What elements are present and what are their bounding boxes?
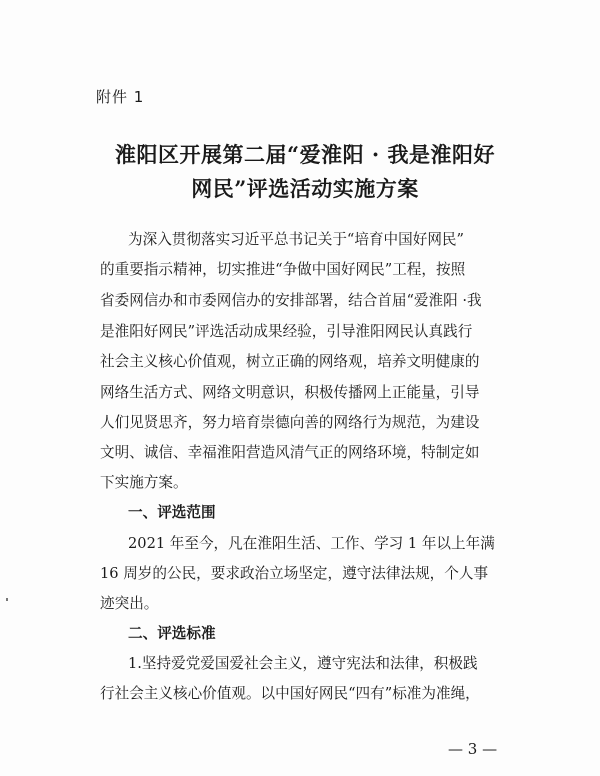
page-number: — 3 — xyxy=(448,740,498,758)
intro-line: 文明、诚信、幸福淮阳营造风清气正的网络环境，特制定如 xyxy=(100,444,480,461)
intro-line: 省委网信办和市委网信办的安排部署，结合首届“爱淮阳 ·我 xyxy=(100,292,482,309)
title-line-1: 淮阳区开展第二届“爱淮阳 · 我是淮阳好 xyxy=(114,142,495,167)
intro-line: 社会主义核心价值观，树立正确的网络观，培养文明健康的 xyxy=(100,353,480,370)
section2-line: 1.坚持爱党爱国爱社会主义，遵守宪法和法律，积极践 xyxy=(128,655,478,672)
intro-line: 的重要指示精神，切实推进“争做中国好网民”工程，按照 xyxy=(100,261,466,278)
intro-line: 网络生活方式、网络文明意识，积极传播网上正能量，引导 xyxy=(100,384,480,401)
intro-line: 下实施方案。 xyxy=(100,474,188,491)
section-heading-scope: 一、评选范围 xyxy=(128,504,216,521)
document-title xyxy=(90,138,520,206)
intro-line: 是淮阳好网民”评选活动成果经验，引导淮阳网民认真践行 xyxy=(100,323,473,340)
section2-line: 行社会主义核心价值观。以中国好网民“四有”标准为准绳， xyxy=(100,685,480,702)
intro-line: 人们见贤思齐，努力培育崇德向善的网络行为规范，为建设 xyxy=(100,414,480,431)
section1-line: 16 周岁的公民，要求政治立场坚定，遵守法律法规，个人事 xyxy=(100,565,489,582)
attachment-label: 附件 1 xyxy=(96,88,145,106)
section1-line: 迹突出。 xyxy=(100,595,159,612)
intro-line: 为深入贯彻落实习近平总书记关于“培育中国好网民” xyxy=(128,231,464,248)
scan-mark xyxy=(6,598,8,601)
section-heading-criteria: 二、评选标准 xyxy=(128,625,216,642)
section1-line: 2021 年至今，凡在淮阳生活、工作、学习 1 年以上年满 xyxy=(128,535,495,552)
title-line-2: 网民”评选活动实施方案 xyxy=(191,176,419,201)
